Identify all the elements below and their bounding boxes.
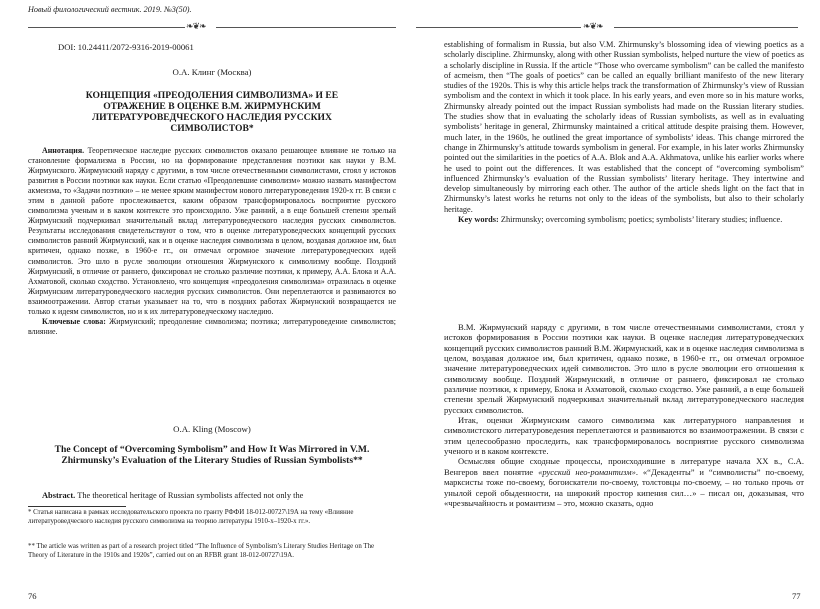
page-number-left: 76 xyxy=(28,591,37,601)
author-ru: О.А. Клинг (Москва) xyxy=(172,67,252,77)
page-number-right: 77 xyxy=(792,591,801,601)
main-text xyxy=(444,322,804,508)
keywords-ru-label: Ключевые слова: xyxy=(42,316,106,326)
keywords-en-label: Key words: xyxy=(458,215,499,225)
paragraph-1: В.М. Жирмунский наряду с другими, в том числе отечественными символистами, стоял у истоков формирования в России поэтики как науки. В оценке наследия литературоведческих концепций русских символистов ранний В.М. Жирмунский, как и в оценке наследия символизма в целом, воздавая должное им, был критичен, однако позже, в 1960-е гг., он отмечал огромное значение литературоведческих идей символистов. Это шло в русле эволюции его отношения к символизму вообще. Поздний Жирмунский, в отличие от раннего, фиксировал не столько различие поэтики, к примеру, Блока и Ахматовой, сколько сходство. Уже ранний, а в еще большей степени зрелый Жирмунский подчеркивал значительный вклад литературоведческого наследия русских символистов. xyxy=(444,322,804,415)
abstract-en-start xyxy=(28,491,396,501)
footnote-2: ** The article was written as part of a research project titled “The Influence of Symbolism’s Literary Studies Heritage on The Theory of Literature in the 1910s and 1920s”, carried out on an RFBR grant 18-012-00727\19A. xyxy=(28,543,375,559)
header-rule-left xyxy=(28,27,185,28)
article-title-ru: КОНЦЕПЦИЯ «ПРЕОДОЛЕНИЯ СИМВОЛИЗМА» И ЕЕ ОТРАЖЕНИЕ В ОЦЕНКЕ В.М. ЖИРМУНСКИМ ЛИТЕРАТУРОВЕДЧЕСКОГО НАСЛЕДИЯ РУССКИХ СИМВОЛИСТОВ* xyxy=(85,90,339,134)
right-page xyxy=(410,0,820,609)
abstract-ru xyxy=(28,146,396,337)
term-neo-romanticism: «русский нео-романтизм» xyxy=(538,466,636,477)
paragraph-2: Итак, оценки Жирмунским самого символизма как литературного направления и символистского литературоведения переплетаются и развиваются во взаимоотражении. В связи с этим целесообразно проследить, как трансформировалось восприятие русского символизма ученого и в каком контексте. xyxy=(444,415,804,457)
keywords-en-text: Zhirmunsky; overcoming symbolism; poetics; symbolists’ literary studies; influence. xyxy=(498,215,783,225)
journal-header: Новый филологический вестник. 2019. №3(50). xyxy=(28,5,192,14)
keywords-ru-text: Жирмунский; преодоление символизма; поэтика; литературоведение символистов; влияние. xyxy=(28,316,396,336)
header-rule-right xyxy=(216,27,396,28)
author-en: O.A. Kling (Moscow) xyxy=(173,424,251,434)
abstract-en-continued xyxy=(444,40,804,225)
header-rule-left xyxy=(416,27,581,28)
abstract-ru-text: Теоретическое наследие русских символистов оказало решающее влияние не только на становление формализма в России, но на формирование представления поэтики как науки у В.М. Жирмунского. Жирмунский наряду с другими, в том числе отечественными символистами, стоял у истоков развития в России поэтики как науки. Если статью «Преодолевшие символизм» можно назвать манифестом акмеизма, то «Задачи поэтики» – не менее ярким манифестом нового литературоведения 1920-х гг. В связи с этим в данной работе прослеживается, каким образом трансформировалось восприятие русского символизма ученым и в каком контексте это происходило. Уже ранний, а в еще большей степени зрелый Жирмунский подчеркивал значительный вклад литературоведческого наследия русских символистов. Результаты исследования свидетельствуют о том, что в оценке литературоведческих концепций русских символистов ранний Жирмунский, как и в оценке наследия символизма в целом, воздавая должное им, был критичен, однако позже, в 1960-е гг., он отмечал огромное значение литературоведческих идей символистов. Это шло в русле эволюции отношения Жирмунского к символизму вообще. Поздний Жирмунский, в отличие от раннего, фиксировал не столько различие поэтики, к примеру, А.А. Блока и А.А. Ахматовой, сколько сходство. Установлено, что концепция «преодоления символизма» отразилась в оценке Жирмунским литературоведческого наследия русских символистов. Они переплетаются и развиваются во взаимоотражении. Автор статьи указывает на то, что в поздних работах Жирмунский возвращается не только к идеям символистов, но и к их литературоведческому наследию. xyxy=(28,146,396,316)
doi: DOI: 10.24411/2072-9316-2019-00061 xyxy=(58,42,194,52)
paragraph-3: Осмысляя общие сходные процессы, происходившие в литературе начала XX в., С.А. Венгеров ввел понятие «русский нео-романтизм». «“Декаденты” и “символисты” по-своему, марксисты тоже по-своему, богоискатели по-своему, толстовцы по-своему, – но только прочь от унылой серой обыденности, на широкий простор кипения сил…» – писал он, доказывая, что «чрезвычайность и романтизм – это, можно сказать, одно xyxy=(444,456,804,508)
abstract-en-label: Abstract. xyxy=(42,491,76,500)
header-ornament-icon: ❧❦❧ xyxy=(186,21,206,31)
footnote-rule xyxy=(28,506,126,507)
header-ornament-icon: ❧❦❧ xyxy=(583,21,603,31)
header-rule-right xyxy=(614,27,798,28)
footnote-1: * Статья написана в рамках исследовательского проекта по гранту РФФИ 18-012-00727\19А на тему «Влияние литературоведческого наследия русского символизма на теорию литературы 1910-х–1920-х гг.». xyxy=(28,509,354,525)
abstract-en-cont-text: establishing of formalism in Russia, but also V.M. Zhirmunsky’s blossoming idea of viewing poetics as a scholarly discipline. Zhirmunsky, along with other Russian symbolists, helped nurture the view of poetics as a scholarly discipline in Russia. If the article “Those who overcame symbolism” can be called the manifesto of acmeism, then “The goals of poetics” can be called an equally brilliant manifesto of the new literary studies of the 1920s. This is why this article helps track the transformation of Zhirmunsky’s view of Russian symbolism and the context in which it took place. In his early years, and even more so in his mature works, Zhirmunsky already pointed out the impact Russian symbolists had made on the Russian literary studies. The studies show that in evaluating the scholarly ideas of Russian symbolists, as well as in evaluating symbolists’ heritage in general, Zhirmunsky maintained a critical attitude despite praising them. However, much later, in the 1960s, he outlined the great importance of symbolists’ ideas. This change mirrored the change in Zhirmunsky’s attitude towards symbolism in general. For example, in his later works Zhirmunsky pointed out the similarities in the poetics of A.A. Blok and A.A. Akhmatova, unlike his earlier works where he used to point out the differences. It was established that the concept of “overcoming symbolism” influenced Zhirmunsky’s evaluation of the Russian symbolists’ literary heritage. They intertwine and develop simultaneously by mirroring each other. The author of the article sheds light on the fact that in Zhirmunsky’s latest works he returns not only to the ideas of the symbolists, but also to their scholarly heritage. xyxy=(444,40,804,214)
abstract-ru-label: Аннотация. xyxy=(42,146,85,155)
article-title-en: The Concept of “Overcoming Symbolism” and How It Was Mirrored in V.M. Zhirmunsky’s Evaluation of the Literary Studies of Russian Symbolists** xyxy=(54,444,370,466)
abstract-en-text: The theoretical heritage of Russian symbolists affected not only the xyxy=(75,491,304,500)
